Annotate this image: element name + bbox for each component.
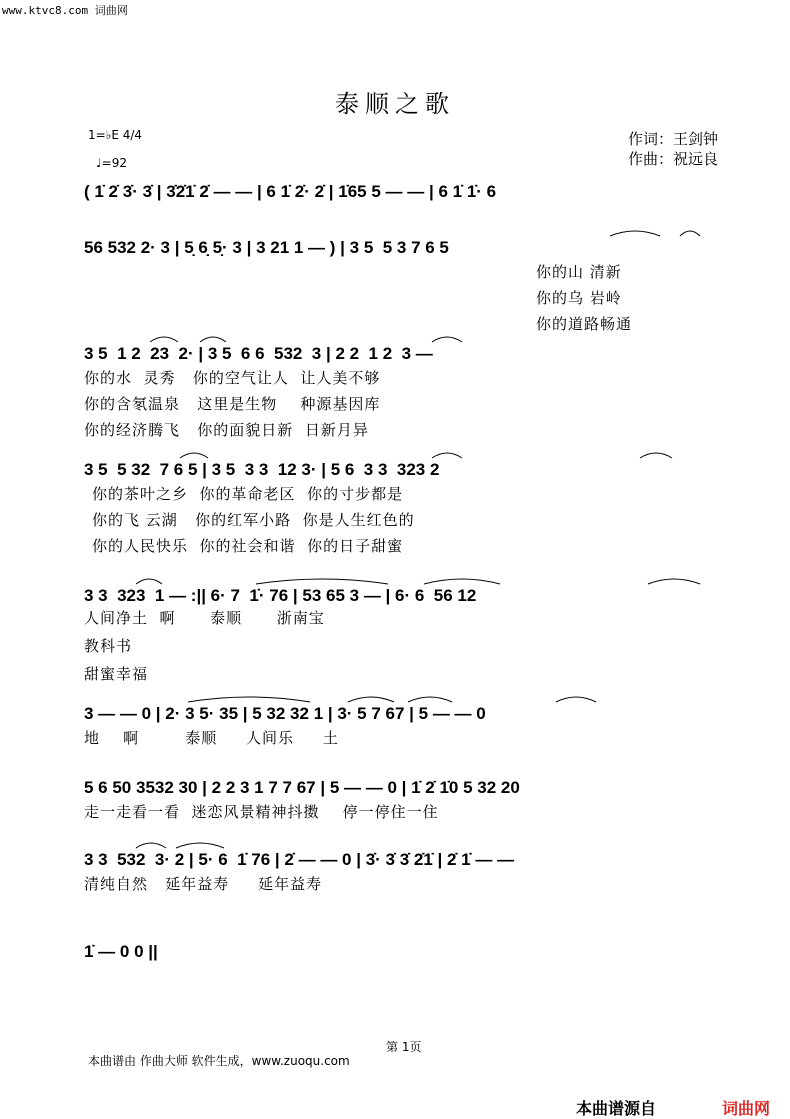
software-footer: 本曲谱由 作曲大师 软件生成，www.zuoqu.com xyxy=(88,1054,350,1068)
slur-arc xyxy=(424,579,500,584)
lyric-line: 人间净土 啊 泰顺 浙南宝 xyxy=(84,609,325,627)
score-line-9 xyxy=(84,940,726,964)
source-label: 本曲谱源自 xyxy=(576,1099,657,1118)
slur-arc xyxy=(680,231,700,236)
score-line-1 xyxy=(84,180,726,204)
notation-text: 3 3 532 3· 2 | 5· 6 1̇ 76 | 2̇ — — 0 | 3̇· 3̇ 3̇ 2̇1̇ | 2̇ 1̇ — — xyxy=(84,850,515,869)
score-line-8 xyxy=(84,848,726,872)
lyric-line: 你的人民快乐 你的社会和谐 你的日子甜蜜 xyxy=(92,537,404,555)
notation-text: 56 532 2· 3 | 5̣ 6̣ 5̣· 3 | 3 21 1 — ) | 3 5 5 3 7 6 5 xyxy=(84,238,449,257)
score-line-7 xyxy=(84,776,726,800)
slur-arc xyxy=(136,579,162,584)
lyric-line: 清纯自然 延年益寿 延年益寿 xyxy=(84,875,323,893)
slur-arc xyxy=(136,843,166,848)
slur-arc xyxy=(640,453,672,458)
lyric-line: 你的山 清新 xyxy=(536,263,622,281)
notation-text: 3 5 5 32 7 6 5 | 3 5 3 3 12 3· | 5 6 3 3 323 2 xyxy=(84,460,440,479)
lyric-line: 你的飞 云湖 你的红军小路 你是人生红色的 xyxy=(92,511,415,529)
slur-arc xyxy=(188,697,310,702)
slur-marks xyxy=(84,448,726,460)
lyric-line: 你的乌 岩岭 xyxy=(536,289,622,307)
score-line-6 xyxy=(84,702,726,726)
notation-text: 3 3 323 1 — :|| 6· 7 1̇· 76 | 53 65 3 — | 6· 6 56 12 xyxy=(84,586,477,605)
slur-arc xyxy=(256,579,388,584)
slur-arc xyxy=(176,843,224,848)
lyric-line: 走一走看一看 迷恋风景精神抖擞 停一停住一住 xyxy=(84,803,439,821)
slur-arc xyxy=(408,697,452,702)
slur-arc xyxy=(180,453,208,458)
slur-marks xyxy=(84,226,726,238)
score-line-2 xyxy=(84,236,726,260)
slur-arc xyxy=(200,337,226,342)
notation-text: 1̇ — 0 0 || xyxy=(84,942,158,961)
slur-arc xyxy=(432,453,462,458)
score-line-5 xyxy=(84,584,726,608)
slur-arc xyxy=(348,697,394,702)
page-number: 第 1页 xyxy=(386,1040,422,1054)
slur-arc xyxy=(648,579,700,584)
notation-text: ( 1̇ 2̇ 3̇· 3̇ | 3̇2̇1̇ 2̇ — — | 6 1̇ 2̇· 2̇ | 1̇65 5 — — | 6 1̇ 1̇· 6 xyxy=(84,182,497,201)
lyricist-credit: 作词：王剑钟 xyxy=(628,130,719,148)
score-line-3 xyxy=(84,342,726,366)
key-signature: 1=♭E 4/4 xyxy=(88,128,143,142)
slur-arc xyxy=(432,337,462,342)
tempo-marking: ♩=92 xyxy=(96,156,127,170)
lyric-line: 地 啊 泰顺 人间乐 土 xyxy=(84,729,339,747)
slur-marks xyxy=(84,332,726,344)
notation-text: 5 6 50 3532 30 | 2 2 3 1 7 7 67 | 5 — — 0 | 1̇ 2̇ 1̇0 5 32 20 xyxy=(84,778,520,797)
notation-text: 3 — — 0 | 2· 3 5· 35 | 5 32 32 1 | 3· 5 7 67 | 5 — — 0 xyxy=(84,704,486,723)
lyric-line: 甜蜜幸福 xyxy=(84,665,149,683)
slur-arc xyxy=(556,697,596,702)
score-line-4 xyxy=(84,458,726,482)
lyric-line: 教科书 xyxy=(84,637,133,655)
lyric-line: 你的经济腾飞 你的面貌日新 日新月异 xyxy=(84,421,369,439)
notation-text: 3 5 1 2 23 2· | 3 5 6 6 532 3 | 2 2 1 2 3 — xyxy=(84,344,433,363)
song-title: 泰顺之歌 xyxy=(335,90,455,118)
composer-credit: 作曲：祝远良 xyxy=(628,150,719,168)
slur-marks xyxy=(84,692,726,704)
lyric-line: 你的茶叶之乡 你的革命老区 你的寸步都是 xyxy=(92,485,404,503)
lyric-line: 你的含氡温泉 这里是生物 种源基因库 xyxy=(84,395,381,413)
lyric-line: 你的水 灵秀 你的空气让人 让人美不够 xyxy=(84,369,381,387)
slur-marks xyxy=(84,574,726,586)
lyric-line: 你的道路畅通 xyxy=(536,315,633,333)
slur-arc xyxy=(610,231,660,236)
source-brand: 词曲网 xyxy=(722,1099,771,1118)
slur-arc xyxy=(150,337,178,342)
site-watermark: www.ktvc8.com 词曲网 xyxy=(2,4,128,17)
slur-marks xyxy=(84,838,726,850)
